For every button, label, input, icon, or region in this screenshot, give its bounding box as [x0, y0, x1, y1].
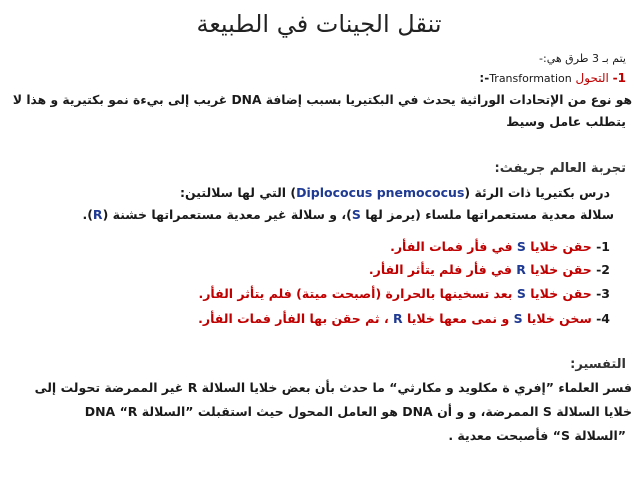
- experiment-step: [198, 311, 610, 326]
- section1-definition-line2: يتطلب عامل وسيط: [506, 114, 626, 129]
- step-strain: S: [516, 286, 526, 301]
- step-strain-2: R: [393, 311, 403, 326]
- experiment-step: [369, 262, 610, 277]
- step-strain: S: [513, 311, 523, 326]
- section1-suffix: :-: [479, 71, 490, 85]
- intro-text: يتم بـ 3 طرق هي:-: [539, 52, 626, 65]
- interpretation-line2: خلايا السلالة S الممرضة، و و أن DNA هو العامل المحول حيث استقبلت ”السلالة DNA “R: [84, 404, 632, 419]
- section1-heading: [479, 71, 626, 85]
- strain-r-label: R: [92, 207, 103, 222]
- section1-number: 1-: [612, 71, 626, 85]
- step-strain: S: [516, 239, 526, 254]
- step-number: 2-: [596, 262, 610, 277]
- page-title: تنقل الجينات في الطبيعة: [196, 10, 442, 38]
- step-number: 4-: [596, 311, 610, 326]
- step-text-end: في فأر فمات الفأر.: [390, 239, 517, 254]
- step-text-end: بعد تسخينها بالحرارة (أصبحت ميتة) فلم يتأثر الفأر.: [198, 286, 517, 301]
- step-text-start: حقن خلايا: [525, 239, 592, 254]
- step-text-start: سخن خلايا: [522, 311, 592, 326]
- step-text-start: حقن خلايا: [525, 262, 592, 277]
- section1-name-ar: التحول: [575, 71, 609, 85]
- interpretation-heading: التفسير:: [570, 357, 626, 372]
- step-strain: R: [516, 262, 526, 277]
- step-number: 1-: [596, 239, 610, 254]
- step-text-end: ، ثم حقن بها الفأر فمات الفأر.: [198, 311, 394, 326]
- experiment-line1-start: درس بكتيريا ذات الرئة (: [464, 185, 610, 200]
- interpretation-line3: ”السلالة S“ فأصبحت معدية .: [448, 428, 626, 443]
- experiment-line2-start: سلالة معدية مستعمراتها ملساء (يرمز لها: [360, 207, 614, 222]
- step-text-end: في فأر فلم يتأثر الفأر.: [368, 262, 517, 277]
- experiment-step: [390, 239, 610, 254]
- step-text-middle: و نمى معها خلايا: [402, 311, 514, 326]
- experiment-line2-middle: )، و سلالة غير معدية مستعمراتها خشنة (: [102, 207, 352, 222]
- experiment-heading: تجربة العالم جريفث:: [494, 161, 626, 176]
- experiment-line1-end: ) التي لها سلالتين:: [180, 185, 297, 200]
- section1-name-en: Transformation: [489, 72, 572, 85]
- species-name: Diplococus pnemococus: [296, 185, 465, 200]
- experiment-line2-end: ).: [82, 207, 93, 222]
- section1-definition-line1: هو نوع من الإتحادات الوراثية يحدث في البكتيريا بسبب إضافة DNA غريب إلى بيءة نمو بكتيرية و هذا لا: [12, 93, 632, 107]
- experiment-line1: [180, 185, 610, 200]
- step-number: 3-: [596, 286, 610, 301]
- experiment-line2: [82, 207, 614, 222]
- strain-s-label: S: [351, 207, 361, 222]
- experiment-step: [198, 286, 610, 301]
- step-text-start: حقن خلايا: [525, 286, 592, 301]
- interpretation-line1: فسر العلماء ”إفري ة مكلويد و مكارثي“ ما حدث بأن بعض خلايا السلالة R غير الممرضة تحولت إلى: [34, 380, 632, 395]
